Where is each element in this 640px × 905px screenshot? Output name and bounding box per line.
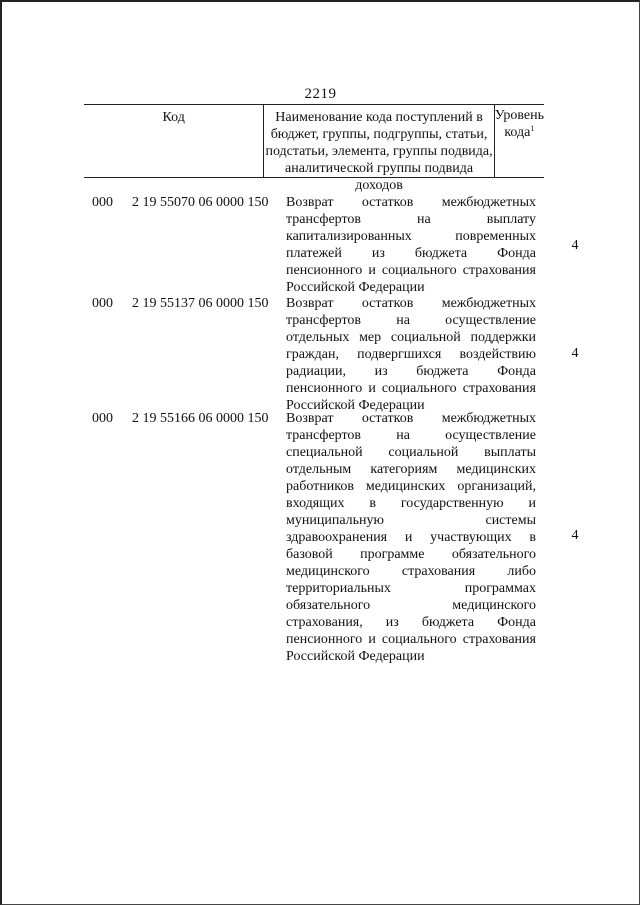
header-level [495,105,544,177]
row-income-code: 2 19 55166 06 0000 150 [132,411,269,426]
row-income-code: 2 19 55137 06 0000 150 [132,296,269,311]
header-name: Наименование кода поступлений в бюджет, группы, подгруппы, статьи, подстатьи, элемента, группы подвида, аналитической группы подвида доходов [264,105,494,177]
header-level-footnote: 1 [530,124,535,133]
table-header [84,104,544,193]
row-admin-code: 000 [92,296,113,311]
row-description: Возврат остатков межбюджетных трансфертов на осуществление специальной социальной выплаты отдельным категориям медицинских работников медицинских организаций, входящих в государственную и муниципальную системы здравоохранения и участвующих в базовой программе обязательного медицинского страхования либо территориальных программах обязательного медицинского страхования, из бюджета Фонда пенсионного и социального страхования Российской Федерации [286,411,536,664]
row-income-code: 2 19 55070 06 0000 150 [132,195,269,210]
row-admin-code: 000 [92,195,113,210]
row-level: 4 [571,238,579,253]
row-description: Возврат остатков межбюджетных трансфертов на осуществление отдельных мер социальной поддержки граждан, подвергшихся воздействию радиации, из бюджета Фонда пенсионного и социального страхования Российской Федерации [286,296,536,413]
row-description: Возврат остатков межбюджетных трансфертов на выплату капитализированных повременных платежей из бюджета Фонда пенсионного и социального страхования Российской Федерации [286,195,536,295]
row-admin-code: 000 [92,411,113,426]
header-code: Код [84,105,264,177]
header-level-label: Уровень кода [494,108,544,140]
page-number: 2219 [304,86,337,102]
row-level: 4 [571,346,579,361]
row-level: 4 [571,528,579,543]
